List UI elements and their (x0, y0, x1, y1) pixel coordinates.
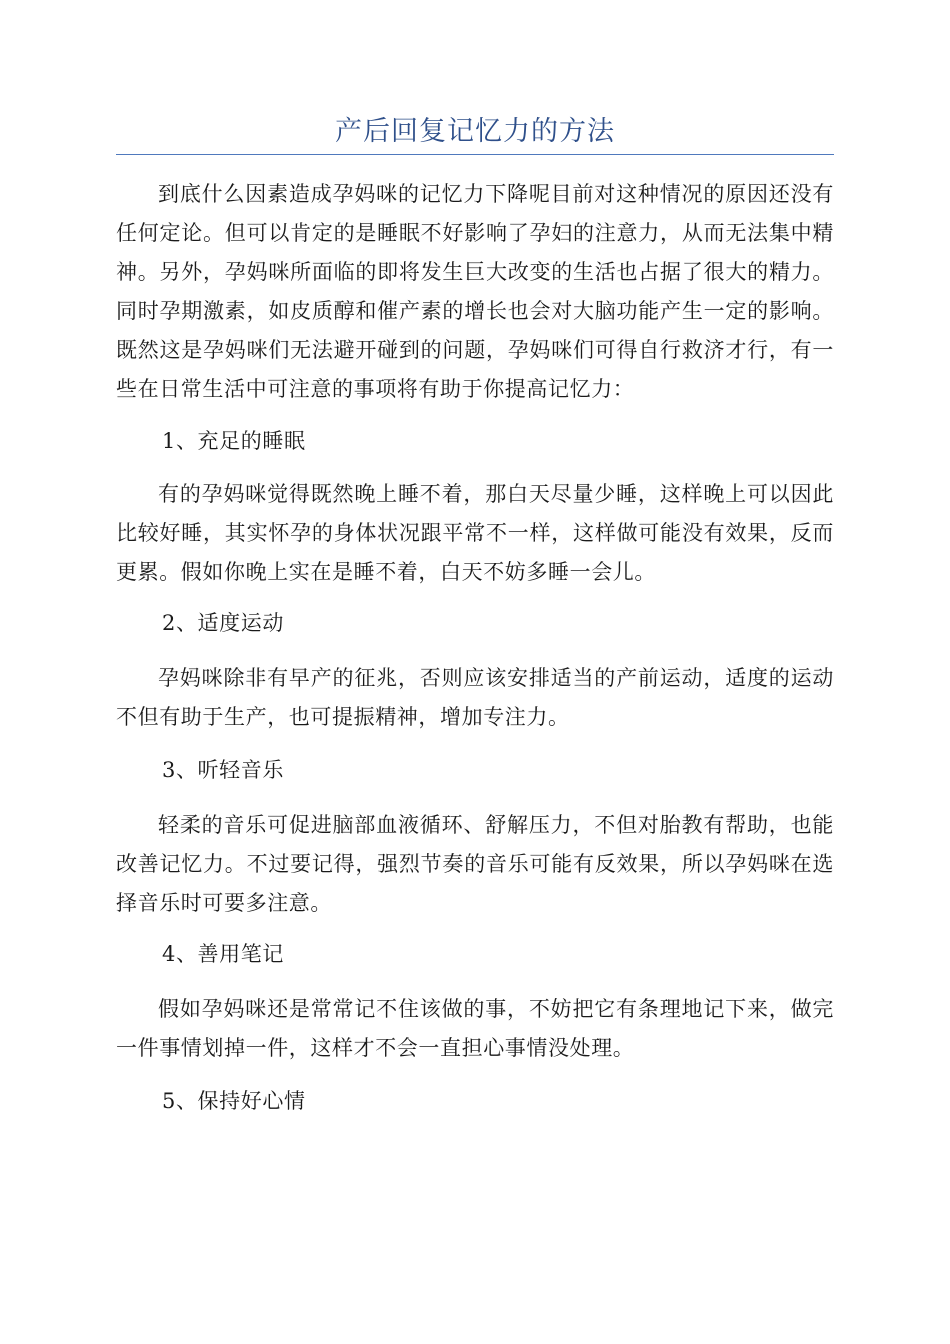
title-underline (116, 154, 834, 155)
section-heading-mood: 5、保持好心情 (162, 1089, 306, 1113)
section-paragraph-sleep: 有的孕妈咪觉得既然晚上睡不着，那白天尽量少睡，这样晚上可以因此比较好睡，其实怀孕的身体状况跟平常不一样，这样做可能没有效果，反而更累。假如你晚上实在是睡不着，白天不妨多睡一会儿。 (116, 482, 834, 584)
section-heading-sleep: 1、充足的睡眠 (162, 429, 306, 453)
document-title: 产后回复记忆力的方法 (335, 116, 615, 147)
section-heading-notes: 4、善用笔记 (162, 942, 284, 966)
section-paragraph-exercise: 孕妈咪除非有早产的征兆，否则应该安排适当的产前运动，适度的运动不但有助于生产，也可提振精神，增加专注力。 (116, 666, 834, 729)
intro-paragraph: 到底什么因素造成孕妈咪的记忆力下降呢目前对这种情况的原因还没有任何定论。但可以肯定的是睡眠不好影响了孕妇的注意力，从而无法集中精神。另外，孕妈咪所面临的即将发生巨大改变的生活也占据了很大的精力。同时孕期激素，如皮质醇和催产素的增长也会对大脑功能产生一定的影响。既然这是孕妈咪们无法避开碰到的问题，孕妈咪们可得自行救济才行，有一些在日常生活中可注意的事项将有助于你提高记忆力： (116, 182, 834, 401)
section-heading-music: 3、听轻音乐 (162, 758, 284, 782)
section-paragraph-notes: 假如孕妈咪还是常常记不住该做的事，不妨把它有条理地记下来，做完一件事情划掉一件，这样才不会一直担心事情没处理。 (116, 997, 834, 1060)
section-paragraph-music: 轻柔的音乐可促进脑部血液循环、舒解压力，不但对胎教有帮助，也能改善记忆力。不过要记得，强烈节奏的音乐可能有反效果，所以孕妈咪在选择音乐时可要多注意。 (116, 813, 834, 915)
section-heading-exercise: 2、适度运动 (162, 611, 284, 635)
